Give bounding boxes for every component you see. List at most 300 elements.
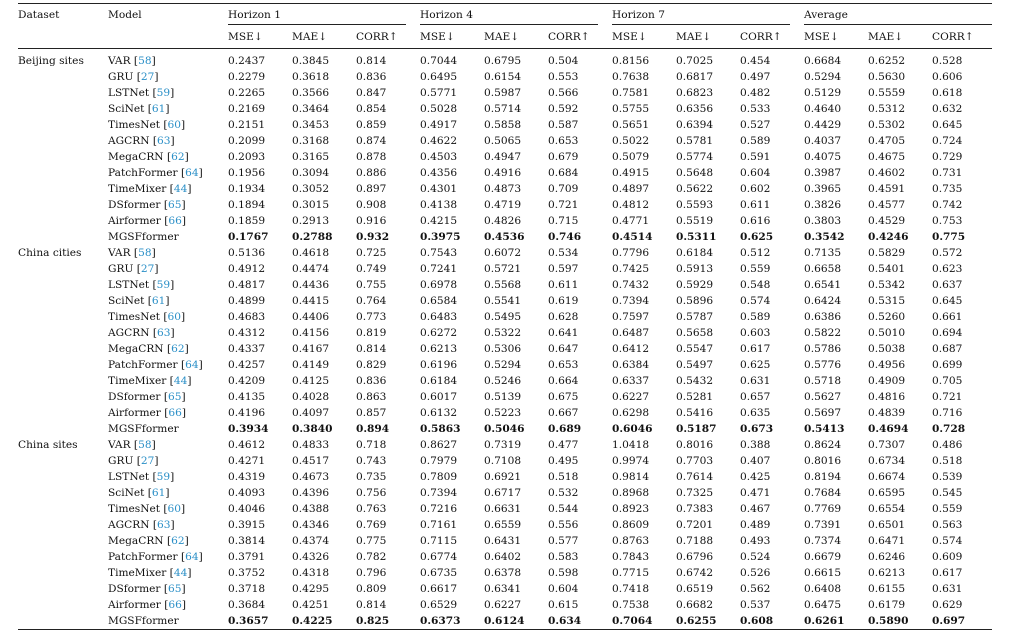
metric-value: 0.836 [356,71,387,83]
model-label: GRU [108,263,134,275]
metric-value: 0.4474 [292,263,330,275]
metric-value: 0.718 [356,439,387,451]
table-row [18,373,992,389]
metric-value: 0.534 [548,247,579,259]
metric-value: 0.6184 [676,247,714,259]
table-row [18,565,992,581]
metric-value: 0.721 [932,391,963,403]
metric-value: 0.6615 [804,567,842,579]
citation-link[interactable]: 27 [140,71,155,83]
metric-value: 0.629 [932,599,963,611]
metric-value: 0.4897 [612,183,650,195]
metric-value: 0.6124 [484,613,548,630]
metric-value: 0.775 [356,535,387,547]
citation-link[interactable]: 64 [185,167,199,179]
metric-value: 0.6378 [484,567,522,579]
model-label: LSTNet [108,87,150,99]
metric-value: 0.3987 [804,167,842,179]
metric-value: 0.471 [740,487,771,499]
metric-value: 0.6261 [804,613,868,630]
metric-value: 0.4514 [612,231,653,243]
metric-value: 0.6132 [420,407,458,419]
metric-value: 0.6674 [868,471,906,483]
metric-value: 0.4917 [420,119,458,131]
metric-value: 0.526 [740,567,771,579]
metric-value: 0.7843 [612,551,650,563]
metric-header: MSE↓ [612,26,676,49]
metric-value: 0.5559 [868,87,906,99]
model-name: GRU [27] [108,455,159,467]
metric-value: 0.796 [356,567,387,579]
metric-value: 0.3566 [292,87,330,99]
metric-value: 0.2788 [292,231,333,243]
metric-value: 0.932 [356,231,390,243]
metric-value: 0.528 [932,55,963,67]
metric-value: 0.5187 [676,423,717,435]
citation-link[interactable]: 66 [168,215,182,227]
metric-value: 0.518 [932,455,963,467]
metric-value: 0.4873 [484,183,522,195]
metric-value: 0.6272 [420,327,458,339]
table-body [18,49,992,630]
citation-link[interactable]: 58 [138,247,152,259]
metric-value: 0.8763 [612,535,650,547]
metric-value: 0.4694 [868,423,909,435]
metric-value: 0.5312 [868,103,906,115]
citation-link[interactable]: 60 [167,503,182,515]
metric-value: 0.6471 [868,535,906,547]
metric-value: 0.705 [932,375,963,387]
metric-value: 0.5046 [484,423,525,435]
citation-link[interactable]: 62 [171,343,185,355]
table-row [18,597,992,613]
metric-value: 0.8194 [804,471,842,483]
metric-value: 0.5315 [868,295,906,307]
metric-value: 0.4816 [868,391,906,403]
metric-value: 0.553 [548,71,579,83]
citation-link[interactable]: 60 [167,119,182,131]
citation-link[interactable]: 61 [151,103,166,115]
metric-value: 0.4602 [868,167,906,179]
metric-value: 0.5913 [676,263,714,275]
metric-value: 0.537 [740,599,771,611]
metric-value: 0.504 [548,55,579,67]
metric-value: 0.495 [548,455,579,467]
metric-value: 0.604 [548,583,579,595]
metric-value: 0.7108 [484,455,522,467]
model-name: VAR [58] [108,439,156,451]
model-label: TimeMixer [108,183,167,195]
citation-link[interactable]: 44 [173,183,188,195]
metric-value: 0.4225 [292,613,356,630]
model-name: AGCRN [63] [108,327,175,339]
metric-value: 0.6402 [484,551,522,563]
metric-value: 0.6184 [420,375,458,387]
metric-value: 0.5022 [612,135,650,147]
metric-value: 0.645 [932,119,963,131]
citation-link[interactable]: 66 [168,407,182,419]
model-name: GRU [27] [108,263,159,275]
metric-value: 0.592 [548,103,579,115]
metric-value: 0.878 [356,151,387,163]
metric-value: 0.2151 [228,119,266,131]
metric-value: 0.756 [356,487,387,499]
metric-value: 0.2913 [292,215,330,227]
model-name: Airformer [66] [108,599,186,611]
metric-value: 0.4138 [420,199,458,211]
metric-value: 0.7025 [676,55,714,67]
metric-value: 0.7201 [676,519,714,531]
table-row [18,101,992,117]
metric-value: 0.763 [356,503,387,515]
citation-link[interactable]: 44 [173,567,188,579]
metric-value: 0.6495 [420,71,458,83]
metric-value: 0.533 [740,103,771,115]
metric-value: 0.6483 [420,311,458,323]
metric-value: 0.814 [356,55,387,67]
model-name [108,613,228,630]
model-label: AGCRN [108,327,150,339]
metric-value: 0.548 [740,279,771,291]
metric-value: 0.631 [932,583,963,595]
metric-value: 0.653 [548,359,579,371]
citation-link[interactable]: 27 [140,263,155,275]
metric-value: 0.4915 [612,167,650,179]
citation-link[interactable]: 64 [185,551,199,563]
metric-value: 0.5568 [484,279,522,291]
citation-link[interactable]: 58 [138,439,152,451]
metric-value: 0.7979 [420,455,458,467]
metric-value: 0.3915 [228,519,266,531]
metric-value: 0.5858 [484,119,522,131]
metric-value: 0.5416 [676,407,714,419]
metric-value: 0.2093 [228,151,266,163]
metric-value: 0.6617 [420,583,458,595]
metric-header: MAE↓ [676,26,740,49]
metric-value: 0.632 [932,103,963,115]
citation-link[interactable]: 59 [156,471,171,483]
metric-value: 0.859 [356,119,387,131]
metric-value: 0.4196 [228,407,266,419]
metric-value: 0.728 [932,423,966,435]
metric-value: 0.6559 [484,519,522,531]
metric-value: 0.819 [356,327,387,339]
header-group-row [18,4,992,27]
model-name: MegaCRN [62] [108,343,189,355]
metric-value: 0.407 [740,455,771,467]
metric-value: 0.5622 [676,183,714,195]
metric-value: 0.4075 [804,151,842,163]
metric-value: 0.5223 [484,407,522,419]
metric-value: 0.3803 [804,215,842,227]
metric-value: 0.735 [932,183,963,195]
table-row [18,325,992,341]
metric-value: 0.4319 [228,471,266,483]
citation-link[interactable]: 64 [185,359,199,371]
model-label: TimeMixer [108,567,167,579]
citation-link[interactable]: 62 [171,535,185,547]
metric-value: 0.608 [740,613,804,630]
metric-value: 0.5863 [420,423,461,435]
metric-value: 0.6356 [676,103,714,115]
metric-value: 0.7044 [420,55,458,67]
metric-value: 0.5890 [868,613,932,630]
citation-link[interactable]: 63 [156,519,171,531]
metric-value: 0.709 [548,183,579,195]
metric-header: MAE↓ [484,26,548,49]
metric-value: 0.6072 [484,247,522,259]
table-row [18,133,992,149]
metric-value: 0.4817 [228,279,266,291]
metric-value: 0.587 [548,119,579,131]
citation-link[interactable]: 27 [140,455,155,467]
citation-link[interactable]: 60 [167,311,182,323]
metric-value: 0.598 [548,567,579,579]
metric-value: 0.2279 [228,71,266,83]
metric-value: 0.6017 [420,391,458,403]
metric-value: 0.6631 [484,503,522,515]
metric-value: 0.5627 [804,391,842,403]
metric-value: 0.857 [356,407,387,419]
metric-value: 0.5136 [228,247,266,259]
metric-value: 0.4719 [484,199,522,211]
metric-value: 0.6213 [420,343,458,355]
metric-value: 0.5697 [804,407,842,419]
metric-value: 0.7241 [420,263,458,275]
metric-value: 0.589 [740,135,771,147]
metric-value: 0.753 [932,215,963,227]
citation-link[interactable]: 61 [151,295,166,307]
model-label: LSTNet [108,471,150,483]
metric-value: 0.8923 [612,503,650,515]
metric-value: 0.559 [740,263,771,275]
metric-value: 0.4673 [292,471,330,483]
metric-value: 0.6227 [612,391,650,403]
metric-value: 0.3975 [420,231,461,243]
metric-value: 0.4640 [804,103,842,115]
table-row [18,437,992,453]
metric-value: 0.4209 [228,375,266,387]
metric-value: 0.5714 [484,103,522,115]
metric-value: 0.6742 [676,567,714,579]
metric-header: MSE↓ [420,26,484,49]
metric-value: 0.4812 [612,199,650,211]
metric-value: 0.5718 [804,375,842,387]
table-row [18,613,992,630]
metric-value: 0.5495 [484,311,522,323]
model-name: SciNet [61] [108,487,170,499]
metric-value: 0.6373 [420,613,484,630]
metric-value: 0.6412 [612,343,650,355]
metric-value: 0.7703 [676,455,714,467]
metric-value: 0.7614 [676,471,714,483]
metric-value: 0.5260 [868,311,906,323]
citation-link[interactable]: 65 [168,391,182,403]
table-row [18,69,992,85]
metric-value: 0.6774 [420,551,458,563]
citation-link[interactable]: 63 [156,327,171,339]
metric-value: 0.4956 [868,359,906,371]
metric-value: 0.7374 [804,535,842,547]
metric-value: 0.616 [740,215,771,227]
metric-value: 0.6394 [676,119,714,131]
citation-link[interactable]: 61 [151,487,166,499]
metric-value: 0.6796 [676,551,714,563]
header-metric-row [18,26,992,49]
metric-value: 0.3814 [228,535,266,547]
metric-value: 0.2437 [228,55,266,67]
metric-value: 0.5302 [868,119,906,131]
metric-value: 0.716 [932,407,963,419]
metric-value: 0.5774 [676,151,714,163]
model-label: AGCRN [108,135,150,147]
metric-value: 0.6921 [484,471,522,483]
table-row [18,517,992,533]
table-row [18,485,992,501]
metric-value: 0.5401 [868,263,906,275]
metric-value: 0.597 [548,263,579,275]
horizon-1-group-header: Horizon 1 [228,4,420,27]
model-name: AGCRN [63] [108,135,175,147]
model-label: MegaCRN [108,151,164,163]
metric-value: 0.5781 [676,135,714,147]
metric-value: 0.7325 [676,487,714,499]
metric-value: 0.7418 [612,583,650,595]
metric-value: 0.6252 [868,55,906,67]
metric-value: 0.735 [356,471,387,483]
citation-link[interactable]: 58 [138,55,152,67]
metric-value: 0.454 [740,55,771,67]
metric-value: 0.634 [548,613,612,630]
metric-value: 0.5294 [484,359,522,371]
metric-value: 0.3052 [292,183,330,195]
metric-value: 0.563 [932,519,963,531]
metric-value: 0.894 [356,423,390,435]
metric-value: 0.577 [548,535,579,547]
metric-value: 0.775 [932,231,966,243]
metric-value: 0.572 [932,247,963,259]
metric-value: 0.5776 [804,359,842,371]
table-row [18,149,992,165]
citation-link[interactable]: 59 [156,87,171,99]
metric-value: 0.7684 [804,487,842,499]
citation-link[interactable]: 65 [168,583,182,595]
model-label: DSformer [108,391,161,403]
citation-link[interactable]: 62 [171,151,185,163]
metric-value: 0.4301 [420,183,458,195]
metric-value: 0.4826 [484,215,522,227]
metric-value: 0.773 [356,311,387,323]
metric-value: 0.7581 [612,87,650,99]
metric-value: 0.6978 [420,279,458,291]
model-name: DSformer [65] [108,583,186,595]
table-row [18,469,992,485]
metric-value: 0.5987 [484,87,522,99]
metric-value: 0.7135 [804,247,842,259]
metric-value: 0.5281 [676,391,714,403]
metric-value: 0.625 [740,359,771,371]
metric-value: 0.6431 [484,535,522,547]
metric-value: 0.886 [356,167,387,179]
metric-value: 0.611 [548,279,579,291]
metric-value: 0.5129 [804,87,842,99]
dataset-name: China cities [18,247,82,259]
metric-value: 0.2099 [228,135,266,147]
metric-value: 0.7188 [676,535,714,547]
metric-value: 0.566 [548,87,579,99]
model-name: TimeMixer [44] [108,375,192,387]
metric-value: 0.7383 [676,503,714,515]
model-name: DSformer [65] [108,391,186,403]
model-name: PatchFormer [64] [108,551,203,563]
metric-value: 0.4529 [868,215,906,227]
metric-value: 0.699 [932,359,963,371]
metric-value: 0.4135 [228,391,266,403]
citation-link[interactable]: 65 [168,199,182,211]
metric-value: 0.764 [356,295,387,307]
metric-value: 0.5413 [804,423,845,435]
metric-value: 0.6424 [804,295,842,307]
model-label: PatchFormer [108,167,178,179]
metric-value: 0.5771 [420,87,458,99]
metric-value: 0.854 [356,103,387,115]
metric-value: 0.1767 [228,231,269,243]
metric-value: 0.574 [740,295,771,307]
metric-value: 0.4591 [868,183,906,195]
metric-value: 0.749 [356,263,387,275]
table-row [18,165,992,181]
metric-value: 0.635 [740,407,771,419]
metric-header: MAE↓ [292,26,356,49]
metric-value: 0.641 [548,327,579,339]
metric-value: 0.6487 [612,327,650,339]
metric-value: 0.602 [740,183,771,195]
metric-value: 0.3464 [292,103,330,115]
model-name: TimesNet [60] [108,503,186,515]
metric-value: 0.7809 [420,471,458,483]
metric-value: 0.6179 [868,599,906,611]
metric-value: 0.5786 [804,343,842,355]
metric-value: 0.8627 [420,439,458,451]
metric-value: 0.6658 [804,263,842,275]
metric-value: 0.5651 [612,119,650,131]
metric-value: 0.6155 [868,583,906,595]
metric-value: 0.4396 [292,487,330,499]
metric-value: 0.4246 [868,231,909,243]
citation-link[interactable]: 66 [168,599,182,611]
table-row [18,405,992,421]
metric-value: 0.3845 [292,55,330,67]
metric-value: 0.467 [740,503,771,515]
model-label: Airformer [108,215,161,227]
citation-link[interactable]: 44 [173,375,188,387]
metric-value: 0.4156 [292,327,330,339]
metric-value: 0.4326 [292,551,330,563]
table-row [18,293,992,309]
metric-value: 0.679 [548,151,579,163]
model-name [108,229,228,245]
citation-link[interactable]: 59 [156,279,171,291]
citation-link[interactable]: 63 [156,135,171,147]
model-label: VAR [108,55,131,67]
metric-value: 0.4429 [804,119,842,131]
metric-value: 0.825 [356,613,420,630]
model-label: GRU [108,455,134,467]
metric-value: 0.7394 [612,295,650,307]
metric-header: CORR↑ [356,26,420,49]
model-label: GRU [108,71,134,83]
metric-value: 0.4436 [292,279,330,291]
